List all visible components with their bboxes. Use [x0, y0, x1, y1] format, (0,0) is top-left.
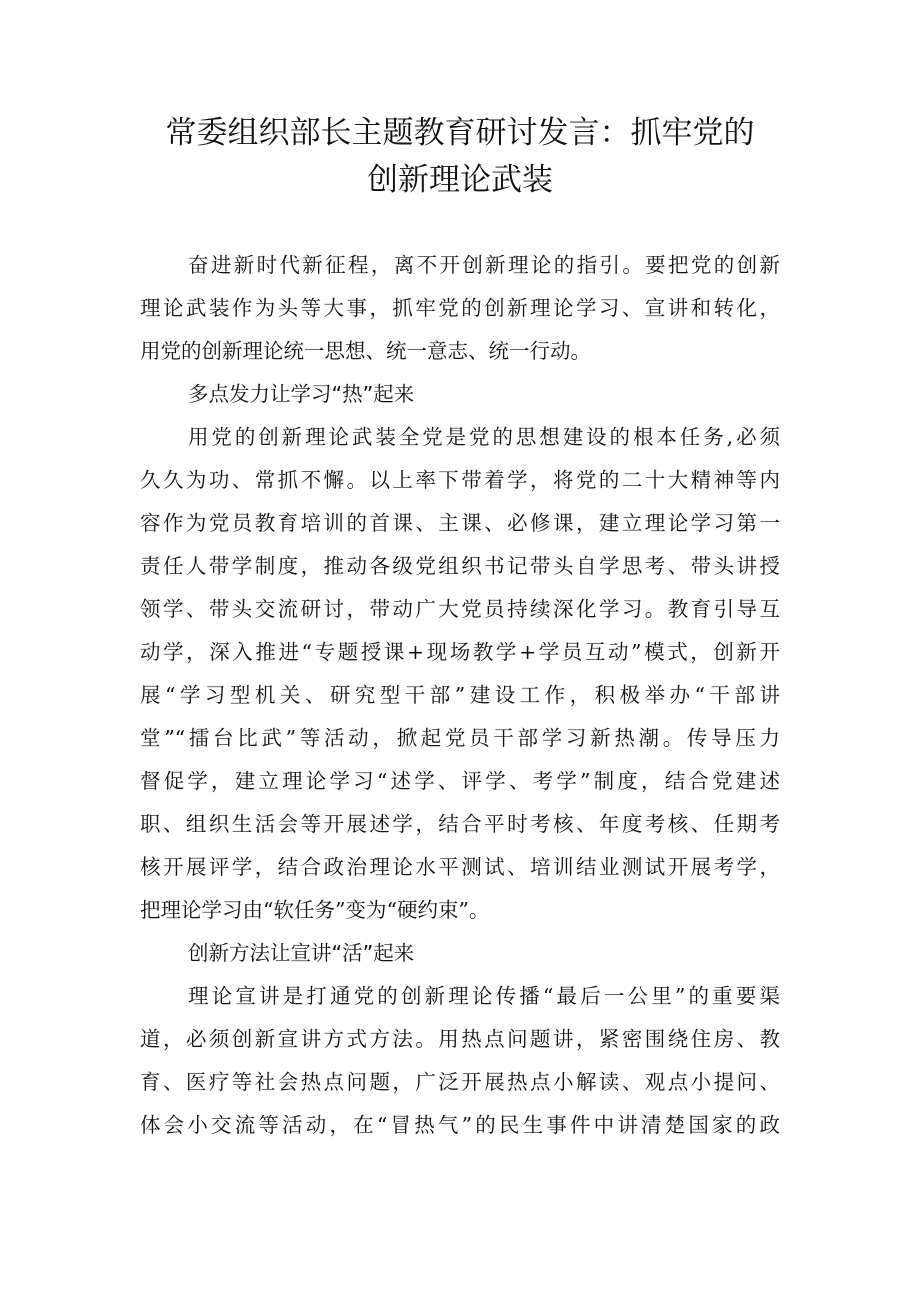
paragraph-line: 久久为功、常抓不懈。以上率下带着学，将党的二十大精神等内 — [140, 468, 780, 492]
paragraph-line: 育、医疗等社会热点问题，广泛开展热点小解读、观点小提问、 — [140, 1070, 780, 1094]
document-title-line-2: 创新理论武装 — [367, 162, 553, 198]
paragraph-line: 容作为党员教育培训的首课、主课、必修课，建立理论学习第一 — [140, 511, 780, 535]
paragraph-line: 职、组织生活会等开展述学，结合平时考核、年度考核、任期考 — [140, 812, 780, 836]
paragraph-line: 理论宣讲是打通党的创新理论传播“最后一公里”的重要渠 — [188, 984, 780, 1008]
paragraph-line: 堂”“擂台比武”等活动，掀起党员干部学习新热潮。传导压力 — [140, 726, 780, 750]
paragraph-line: 理论武装作为头等大事，抓牢党的创新理论学习、宣讲和转化， — [140, 296, 780, 320]
paragraph-line: 核开展评学，结合政治理论水平测试、培训结业测试开展考学， — [140, 855, 780, 879]
paragraph-line: 用党的创新理论武装全党是党的思想建设的根本任务,必须 — [188, 425, 780, 449]
paragraph-line: 体会小交流等活动，在“冒热气”的民生事件中讲清楚国家的政 — [140, 1113, 780, 1137]
paragraph-line: 动学，深入推进“专题授课+现场教学+学员互动”模式，创新开 — [140, 640, 780, 664]
paragraph-line: 道，必须创新宣讲方式方法。用热点问题讲，紧密围绕住房、教 — [140, 1027, 780, 1051]
paragraph-line: 把理论学习由“软任务”变为“硬约束”。 — [140, 898, 490, 922]
section-heading-1: 多点发力让学习“热”起来 — [188, 382, 415, 406]
paragraph-line: 督促学，建立理论学习“述学、评学、考学”制度，结合党建述 — [140, 769, 780, 793]
paragraph-line: 展“学习型机关、研究型干部”建设工作，积极举办“干部讲 — [140, 683, 780, 707]
paragraph-line: 用党的创新理论统一思想、统一意志、统一行动。 — [140, 339, 591, 363]
section-heading-2: 创新方法让宣讲“活”起来 — [188, 941, 415, 965]
paragraph-line: 责任人带学制度，推动各级党组织书记带头自学思考、带头讲授 — [140, 554, 780, 578]
paragraph-line: 奋进新时代新征程，离不开创新理论的指引。要把党的创新 — [188, 253, 780, 277]
document-title-line-1: 常委组织部长主题教育研讨发言：抓牢党的 — [165, 115, 755, 151]
paragraph-line: 领学、带头交流研讨，带动广大党员持续深化学习。教育引导互 — [140, 597, 780, 621]
